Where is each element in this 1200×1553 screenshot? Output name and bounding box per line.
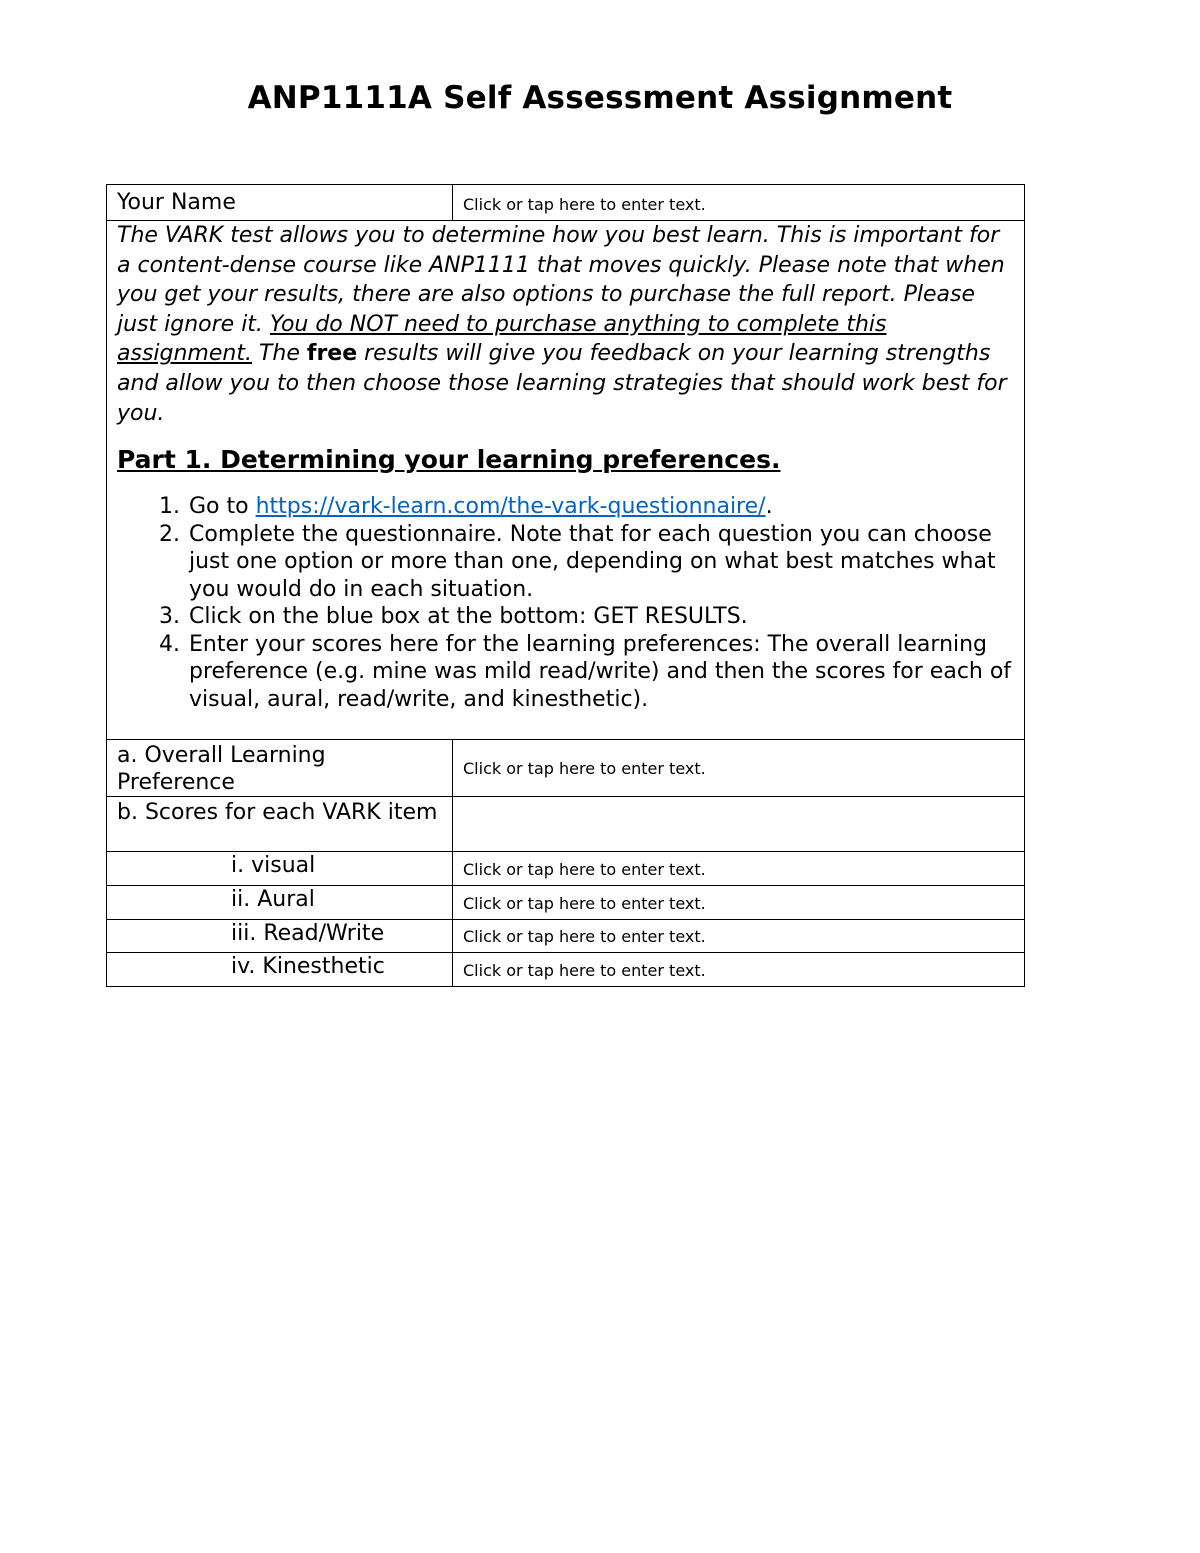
kinesthetic-row [107, 953, 1025, 987]
instructions-cell [107, 221, 1025, 740]
readwrite-row [107, 920, 1025, 953]
name-placeholder[interactable]: Click or tap here to enter text. [463, 195, 706, 214]
name-row [107, 185, 1025, 221]
overall-row [107, 740, 1025, 797]
assessment-table [106, 184, 1025, 987]
visual-label: i. visual [107, 852, 453, 886]
vark-link[interactable]: https://vark-learn.com/the-vark-questionnaire/ [255, 494, 766, 520]
readwrite-label: iii. Read/Write [107, 920, 453, 953]
intro-underlined-text: You do NOT need to purchase anything to complete this assignment. [117, 311, 887, 367]
visual-placeholder[interactable]: Click or tap here to enter text. [463, 859, 706, 879]
overall-placeholder[interactable]: Click or tap here to enter text. [463, 759, 706, 779]
aural-label: ii. Aural [107, 886, 453, 920]
kinesthetic-placeholder[interactable]: Click or tap here to enter text. [463, 960, 706, 980]
step-3: 3. Click on the blue box at the bottom: GET RESULTS. [187, 603, 1014, 631]
instructions-row [107, 221, 1025, 740]
scores-label: b. Scores for each VARK item [107, 797, 453, 852]
your-name-label: Your Name [107, 185, 453, 221]
intro-bold-free: free [306, 341, 358, 367]
kinesthetic-input[interactable] [453, 953, 1025, 987]
steps-list [117, 493, 1014, 713]
intro-text-3: results will give you feedback on your learning strengths and allow you to then choose those learning strategies that should work best for you. [117, 341, 1007, 426]
scores-row [107, 797, 1025, 852]
overall-label: a. Overall Learning Preference [107, 740, 453, 797]
readwrite-placeholder[interactable]: Click or tap here to enter text. [463, 927, 706, 947]
visual-input[interactable] [453, 852, 1025, 886]
readwrite-input[interactable] [453, 920, 1025, 953]
intro-text-2: The [251, 341, 307, 367]
visual-row [107, 852, 1025, 886]
scores-empty-cell [453, 797, 1025, 852]
intro-paragraph [117, 221, 1014, 428]
kinesthetic-label: iv. Kinesthetic [107, 953, 453, 987]
aural-input[interactable] [453, 886, 1025, 920]
intro-text-1: The VARK test allows you to determine how you best learn. This is important for a content-dense course like ANP1111 that moves quickly. Please note that when you get your results, there are also options to purchase the full report. Please just ignore it. [117, 223, 1005, 337]
step-1 [187, 493, 1014, 521]
step-2: 2. Complete the questionnaire. Note that for each question you can choose just one option or more than one, depending on what best matches what you would do in each situation. [187, 521, 1014, 604]
aural-row [107, 886, 1025, 920]
step-1-suffix: . [765, 494, 773, 520]
your-name-input[interactable] [453, 185, 1025, 221]
step-4: 4. Enter your scores here for the learning preferences: The overall learning preference (e.g. mine was mild read/write) and then the scores for each of visual, aural, read/write, and kinesthetic). [187, 631, 1014, 714]
step-1-prefix: Go to [189, 494, 256, 520]
page-title: ANP1111A Self Assessment Assignment [247, 80, 953, 116]
part1-heading: Part 1. Determining your learning preferences. [117, 445, 781, 475]
overall-input[interactable] [453, 740, 1025, 797]
aural-placeholder[interactable]: Click or tap here to enter text. [463, 893, 706, 913]
